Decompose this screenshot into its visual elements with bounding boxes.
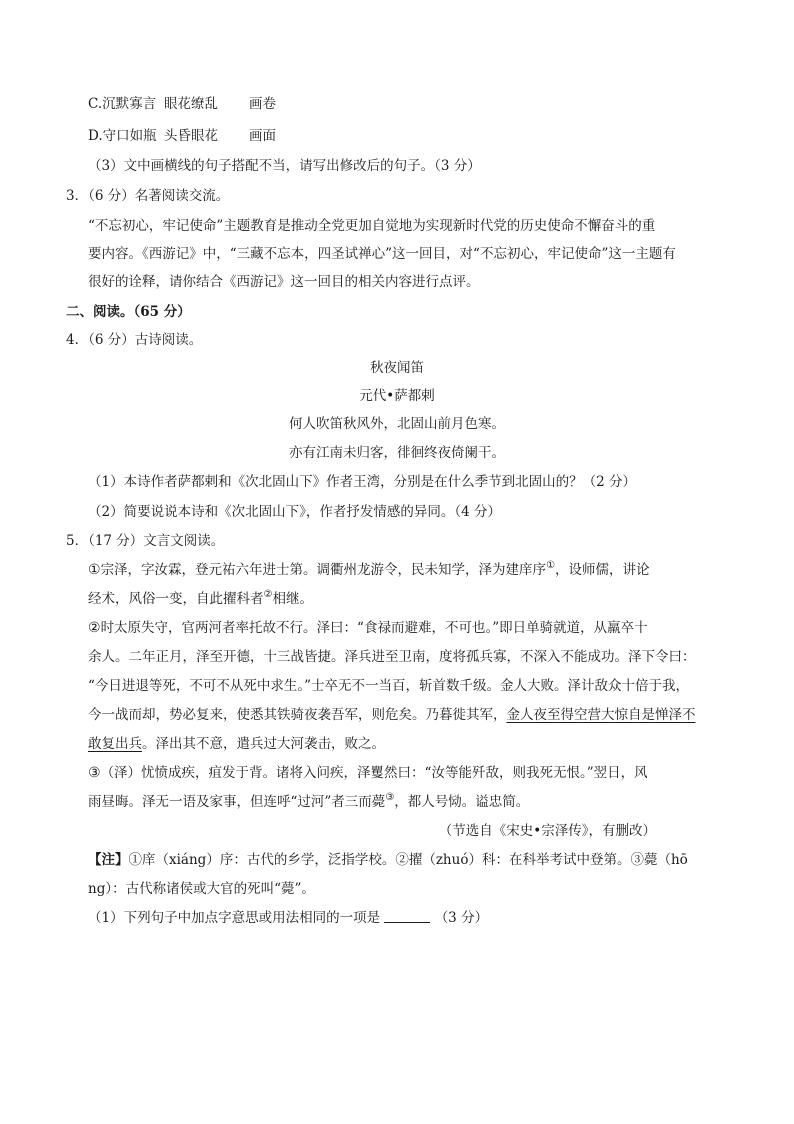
annotation-note-line-2: ng）：古代称诸侯或大官的死叫“薨”。 — [88, 881, 315, 897]
annotation-note-line-1: 【注】①庠（xiáng）序：古代的乡学，泛指学校。②擢（zhuó）科：在科举考试中登第。③薨（hō — [88, 852, 688, 868]
passage-para-2-line-2: 余人。二年正月，泽至开德，十三战皆捷。泽兵进至卫南，度将孤兵寡，不深入不能成功。泽下令曰： — [88, 649, 696, 665]
passage-para-2-line-4: 今一战而却，势必复来，使悉其铁骑夜袭吾军，则危矣。乃暮徙其军，金人夜至得空营大惊自是惮泽不 — [88, 707, 696, 723]
option-d-word2: 头昏眼花 — [164, 128, 218, 144]
passage-para-2-line-1: ②时太原失守，官两河者率托故不行。泽曰：“食禄而避难，不可也。”即日单骑就道，从羸卒十 — [88, 620, 648, 636]
paragraph-marker-3: ③ — [88, 765, 101, 781]
option-d — [88, 126, 276, 146]
paragraph-marker-2: ② — [88, 620, 101, 636]
passage-para-3-line-2: 雨昼晦。泽无一语及家事，但连呼“过河”者三而薨③，都人号恸。谥忠简。 — [88, 792, 530, 810]
poem-title: 秋夜闻笛 — [370, 360, 424, 376]
poem-line-2: 亦有江南未归客，徘徊终夜倚阑干。 — [289, 445, 505, 461]
question-5-sub-1: （1）下列句子中加点字意思或用法相同的一项是 （3 分） — [88, 910, 489, 926]
poem-line-1: 何人吹笛秋风外，北固山前月色寒。 — [289, 416, 505, 432]
footnote-ref-2: ② — [263, 589, 273, 600]
question-4-sub-2: （2）简要说说本诗和《次北固山下》，作者抒发情感的异同。（4 分） — [88, 504, 501, 520]
passage-para-3-line-1: ③（泽）忧愤成疾，疽发于背。诸将入问疾，泽矍然曰：“汝等能歼敌，则我死无恨。”翌日，风 — [88, 765, 648, 781]
question-4-sub-1: （1）本诗作者萨都剌和《次北固山下》作者王湾，分别是在什么季节到北固山的？（2 分） — [88, 474, 636, 490]
passage-para-1-line-2: 经术，风俗一变，自此擢科者②相继。 — [88, 589, 313, 607]
option-c — [88, 94, 276, 114]
option-d-word1: D.守口如瓶 — [88, 128, 157, 144]
passage-para-2-line-5: 敢复出兵。泽出其不意，遣兵过大河袭击，败之。 — [88, 736, 385, 752]
underlined-sentence: 金人夜至得空营大惊自是惮泽不 — [506, 707, 696, 723]
poem-author: 元代•萨都剌 — [359, 388, 435, 404]
footnote-ref-1: ① — [546, 560, 556, 571]
question-3-text-2: 要内容。《西游记》中，“三藏不忘本，四圣试禅心”这一回目，对“不忘初心，牢记使命”这一主题有 — [88, 246, 676, 262]
question-5-title: 5．（17 分）文言文阅读。 — [66, 533, 225, 549]
question-4-title: 4．（6 分）古诗阅读。 — [66, 332, 203, 348]
option-c-word3: 画卷 — [249, 96, 276, 112]
section-heading: 二、阅读。（65 分） — [66, 304, 191, 320]
question-2-3: （3）文中画横线的句子搭配不当，请写出修改后的句子。（3 分） — [88, 158, 481, 174]
question-3-text-3: 很好的诠释，请你结合《西游记》这一回目的相关内容进行点评。 — [88, 274, 480, 290]
option-c-word2: 眼花缭乱 — [164, 96, 218, 112]
underlined-sentence-end: 敢复出兵 — [88, 736, 142, 752]
note-label: 【注】 — [88, 852, 129, 868]
footnote-ref-3: ③ — [385, 792, 395, 803]
passage-source: （节选自《宋史•宗泽传》，有删改） — [438, 823, 656, 839]
question-3-text-1: “不忘初心，牢记使命”主题教育是推动全党更加自觉地为实现新时代党的历史使命不懈奋斗的重 — [88, 218, 656, 234]
passage-para-1-line-1: ①宗泽，字汝霖，登元祐六年进士第。调衢州龙游令，民未知学，泽为建庠序①，设师儒，讲论 — [88, 560, 650, 578]
option-c-word1: C.沉默寡言 — [88, 96, 157, 112]
passage-para-2-line-3: “今日进退等死，不可不从死中求生。”士卒无不一当百，斩首数千级。金人大败。泽计敌众十倍于我， — [88, 678, 690, 694]
option-d-word3: 画面 — [249, 128, 276, 144]
question-3-title: 3．（6 分）名著阅读交流。 — [66, 188, 230, 204]
answer-blank[interactable] — [384, 910, 430, 923]
paragraph-marker-1: ① — [88, 562, 101, 578]
